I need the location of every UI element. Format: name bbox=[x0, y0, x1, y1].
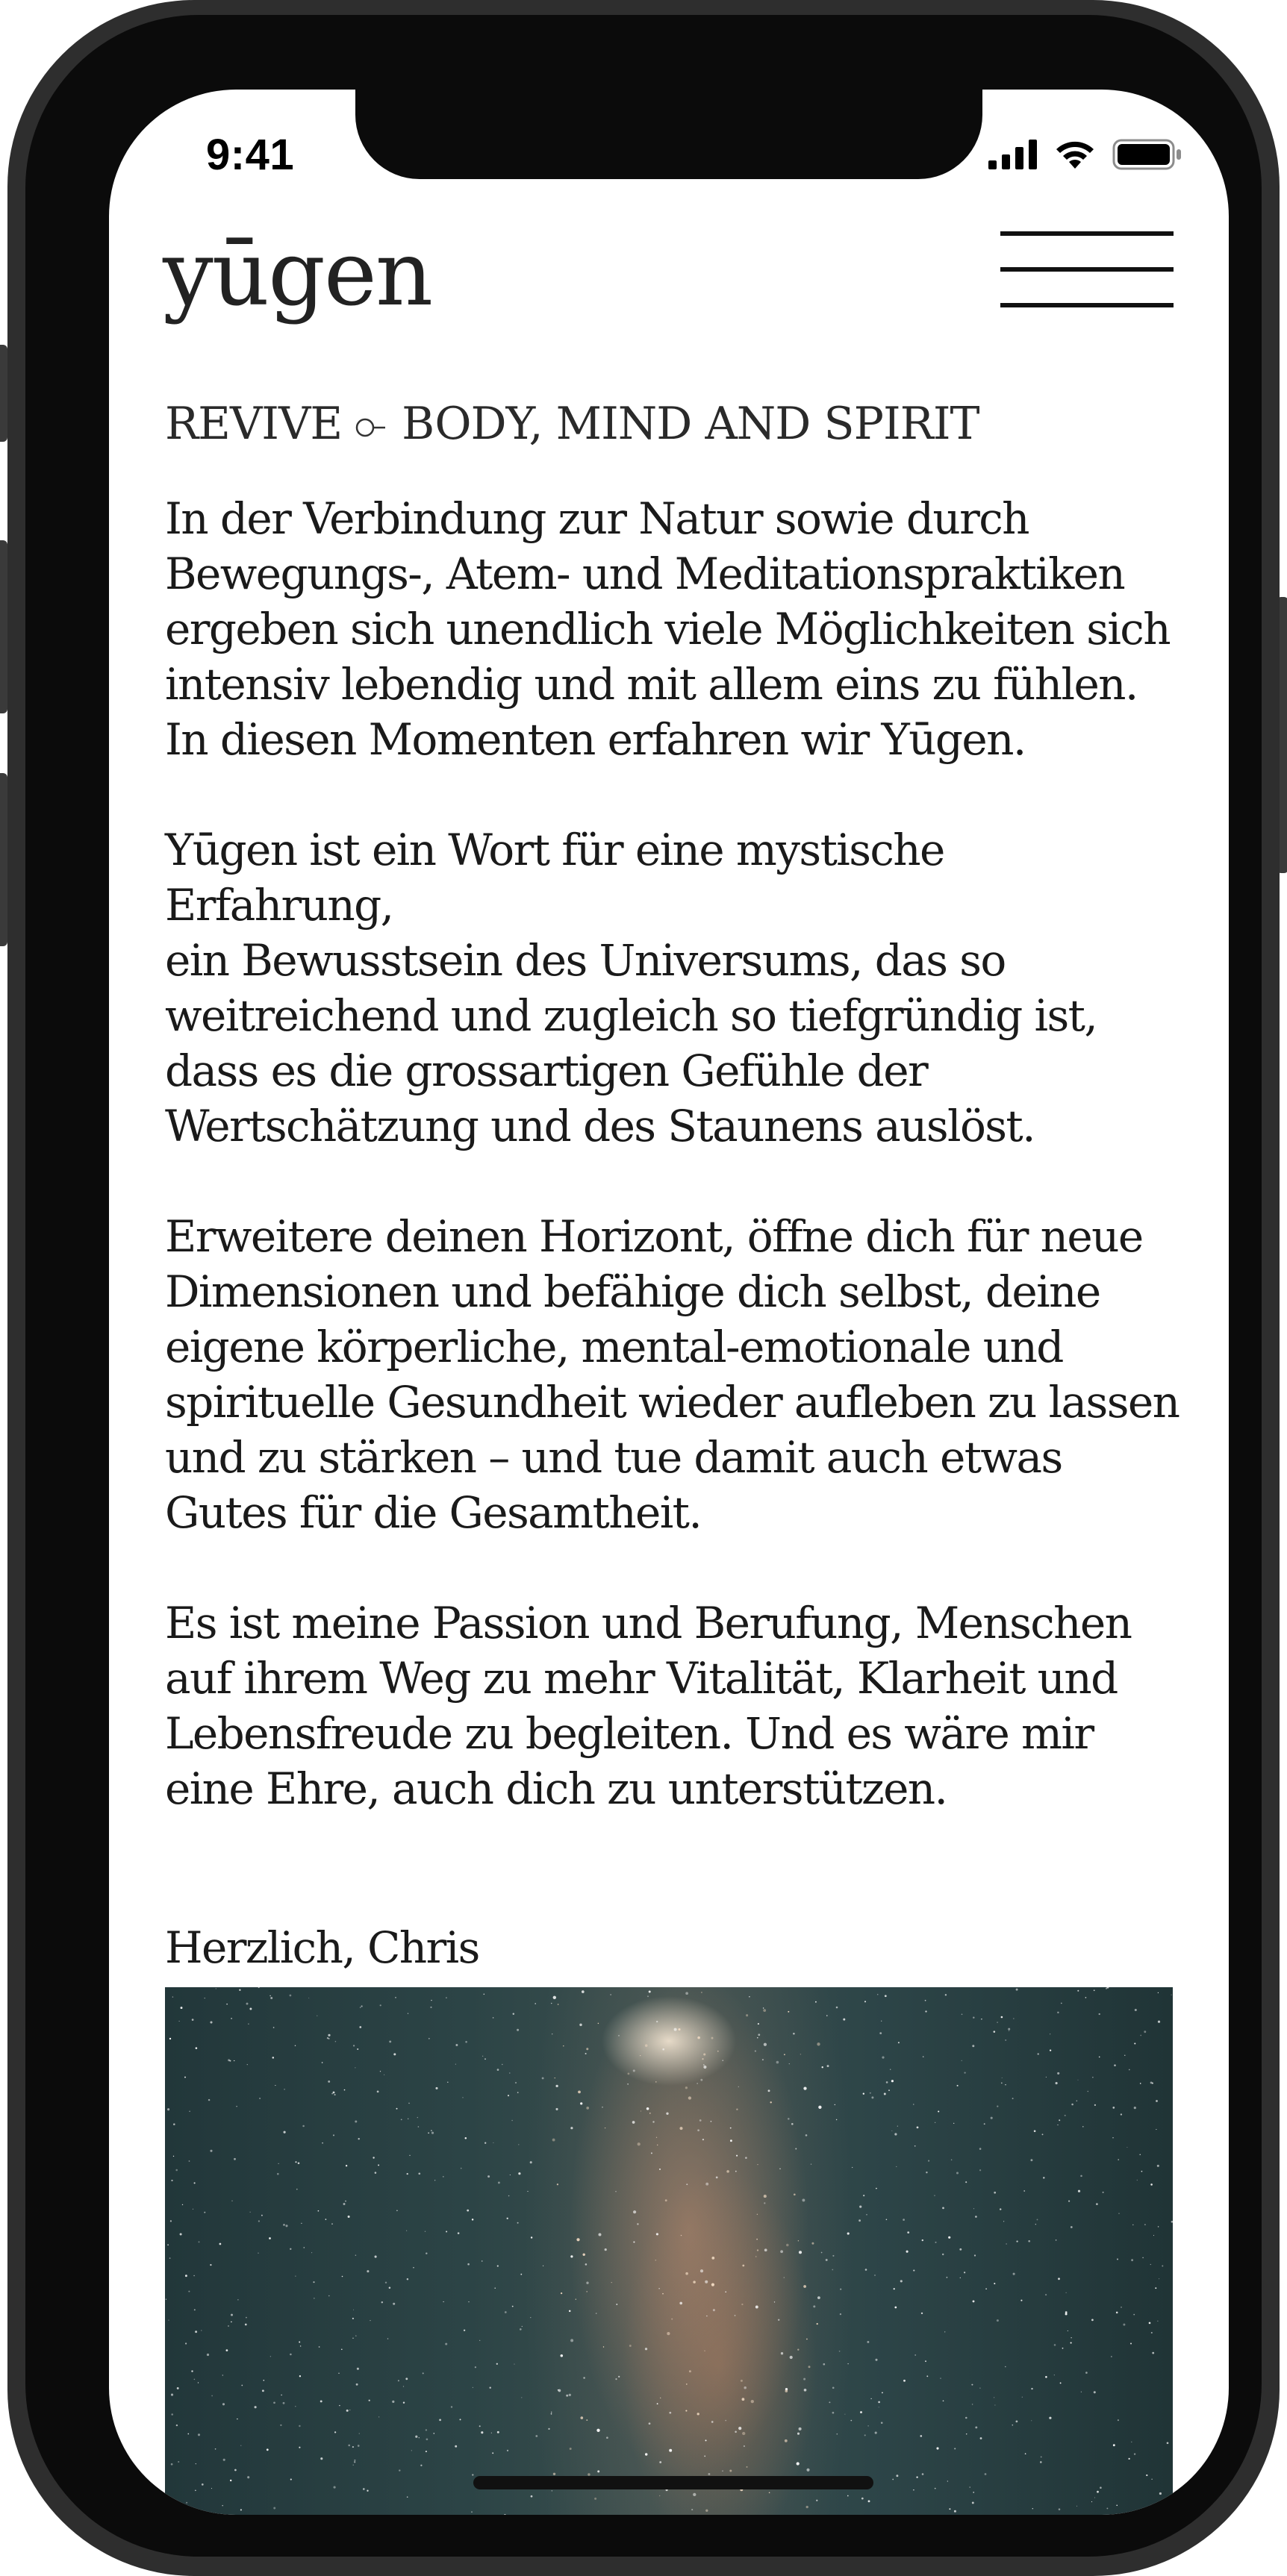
circle-arrow-icon bbox=[355, 397, 388, 451]
page-headline bbox=[165, 397, 1180, 451]
phone-frame bbox=[7, 0, 1280, 2576]
silent-switch bbox=[0, 345, 7, 442]
menu-bar-bottom bbox=[1000, 303, 1174, 307]
home-indicator bbox=[473, 2476, 873, 2489]
phone-bezel bbox=[25, 15, 1262, 2557]
milky-way-image bbox=[165, 1987, 1173, 2515]
volume-up-button bbox=[0, 540, 7, 713]
battery-icon bbox=[1112, 139, 1182, 170]
volume-down-button bbox=[0, 773, 7, 946]
stars-layer bbox=[165, 1987, 1173, 2515]
status-time: 9:41 bbox=[206, 131, 295, 179]
headline-revive: REVIVE bbox=[165, 398, 343, 450]
phone-screen bbox=[109, 90, 1229, 2515]
main-content bbox=[165, 397, 1180, 1975]
brand-logo[interactable]: yūgen bbox=[163, 222, 432, 326]
horizon-paragraph: Erweitere deinen Horizont, öffne dich für neue Dimensionen und befähige dich selbst, deine eigene körperliche, mental-emotionale und spirituelle Gesundheit wieder aufleben zu lassen und zu stärken – und tue damit auch etwas Gutes für die Gesamtheit. bbox=[165, 1211, 1180, 1538]
wifi-icon bbox=[1054, 139, 1096, 170]
headline-body-mind-spirit: BODY, MIND AND SPIRIT bbox=[402, 398, 979, 450]
menu-bar-middle bbox=[1000, 267, 1174, 272]
signal-icon bbox=[988, 140, 1038, 169]
hamburger-menu-icon[interactable] bbox=[1000, 231, 1174, 309]
intro-paragraph: In der Verbindung zur Natur sowie durch Bewegungs-, Atem- und Meditationspraktiken ergeben sich unendlich viele Möglichkeiten sich intensiv lebendig und mit allem eins zu fühlen. In diesen Momenten erfahren wir Yūgen. bbox=[165, 493, 1170, 765]
menu-bar-top bbox=[1000, 231, 1174, 236]
passion-paragraph: Es ist meine Passion und Berufung, Menschen auf ihrem Weg zu mehr Vitalität, Klarheit und Lebensfreude zu begleiten. Und es wäre mir eine Ehre, auch dich zu unterstützen. bbox=[165, 1598, 1132, 1814]
yugen-definition-paragraph: Yūgen ist ein Wort für eine mystische Erfahrung, ein Bewusstsein des Universums, das so weitreichend und zugleich so tiefgründig ist, dass es die grossartigen Gefühle der Wertschätzung und des Staunens auslöst. bbox=[165, 825, 1097, 1151]
notch bbox=[355, 90, 982, 179]
status-icons bbox=[988, 139, 1182, 170]
signoff: Herzlich, Chris bbox=[165, 1922, 479, 1973]
